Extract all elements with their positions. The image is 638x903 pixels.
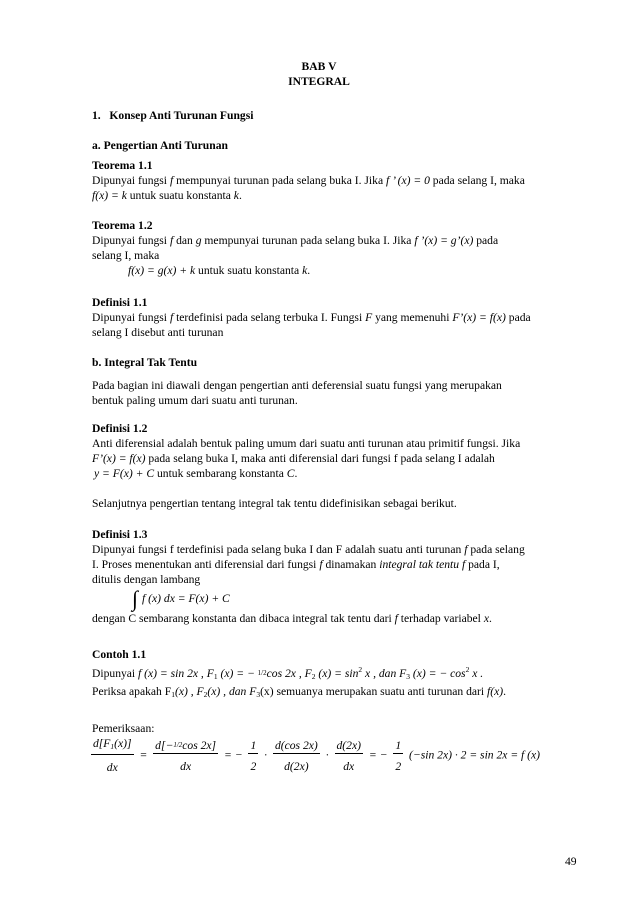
- paragraph-2: Selanjutnya pengertian tentang integral tak tentu didefinisikan sebagai berikut.: [92, 497, 457, 510]
- frac-d2x: $\frac{d(2x)}{dx}$: [336, 738, 361, 773]
- frac-half-2: $\frac{1}{2}$: [395, 738, 402, 773]
- definisi-1-1-title: Definisi 1.1: [92, 296, 148, 309]
- subsection-b-heading: b. Integral Tak Tentu: [92, 356, 198, 369]
- frac-dcos2x: $\frac{d(\cos 2x)}{d(2x)}$: [274, 738, 318, 773]
- definisi-1-3-line5: dengan C sembarang konstanta dan dibaca integral tak tentu dari f terhadap variabel x.: [92, 612, 492, 625]
- teorema-1-2-line1: Dipunyai fungsi f dan g mempunyai turunan pada selang buka I. Jika f ’(x) = g’(x) pada: [92, 234, 499, 247]
- pemeriksaan-derivation: $\frac{d[F_1(x)]}{dx}$ = $\frac{d[-1/2\cos 2x]}{dx}$ = − $\frac{1}{2}$ · $\frac{d(\cos 2x)}{d(2x)}$ · $\frac{d(2x)}{dx}$ = − $\frac{1}{2}$ (−sin 2x) · 2 = sin 2x = f (x): [93, 737, 541, 774]
- teorema-1-2-line3: f(x) = g(x) + k untuk suatu konstanta k.: [128, 264, 311, 277]
- section-heading: 1. Konsep Anti Turunan Fungsi: [92, 109, 254, 122]
- integral-formula: ∫ f (x) dx = F(x) + C: [132, 586, 230, 611]
- definisi-1-2-line3: y = F(x) + C untuk sembarang konstanta C.: [94, 467, 298, 480]
- teorema-1-2-line2: selang I, maka: [92, 249, 160, 262]
- definisi-1-2-line1: Anti diferensial adalah bentuk paling umum dari suatu anti turunan atau primitif fungsi. Jika: [92, 437, 521, 450]
- pemeriksaan-title: Pemeriksaan:: [92, 722, 155, 735]
- definisi-1-3-line3: ditulis dengan lambang: [92, 573, 201, 586]
- frac-dcos: $\frac{d[-1/2\cos 2x]}{dx}$: [155, 739, 217, 773]
- contoh-1-1-line1: Dipunyai f (x) = sin 2x , $F_1$ (x) = − 1/2cos 2x , $F_2$ $(x) = \sin^2 x$ , dan $F_3$ (x) = − $\cos^2 x$ .: [92, 665, 484, 681]
- paragraph-1-line1: Pada bagian ini diawali dengan pengertian anti deferensial suatu fungsi yang merupakan: [92, 379, 502, 392]
- definisi-1-2-title: Definisi 1.2: [92, 422, 148, 435]
- teorema-1-2-title: Teorema 1.2: [92, 219, 153, 232]
- subsection-a-heading: a. Pengertian Anti Turunan: [92, 139, 228, 152]
- paragraph-1-line2: bentuk paling umum dari suatu anti turunan.: [92, 394, 298, 407]
- frac-dF1: $\frac{d[F_1(x)]}{dx}$: [93, 737, 132, 774]
- definisi-1-1-line2: selang I disebut anti turunan: [92, 326, 224, 339]
- definisi-1-3-title: Definisi 1.3: [92, 528, 148, 541]
- definisi-1-3-line2: I. Proses menentukan anti diferensial dari fungsi f dinamakan integral tak tentu f pada I,: [92, 558, 500, 571]
- page-number: 49: [565, 855, 577, 868]
- definisi-1-3-line1: Dipunyai fungsi f terdefinisi pada selang buka I dan F adalah suatu anti turunan f pada selang: [92, 543, 525, 556]
- frac-half-1: $\frac{1}{2}$: [250, 738, 257, 773]
- teorema-1-1-line1: Dipunyai fungsi f mempunyai turunan pada selang buka I. Jika f ’ (x) = 0 pada selang I, maka: [92, 174, 525, 187]
- definisi-1-2-line2: F’(x) = f(x) pada selang buka I, maka anti diferensial dari fungsi f pada selang I adalah: [92, 452, 495, 465]
- contoh-1-1-title: Contoh 1.1: [92, 648, 147, 661]
- chapter-label: BAB V: [301, 60, 337, 73]
- contoh-1-1-line2: Periksa apakah $F_1(x)$ , $F_2(x)$ , dan $F_3(x)$ semuanya merupakan suatu anti turunan dari f(x).: [92, 685, 507, 699]
- definisi-1-1-line1: Dipunyai fungsi f terdefinisi pada selang terbuka I. Fungsi F yang memenuhi F’(x) = f(x) pada: [92, 311, 531, 324]
- teorema-1-1-line2: f(x) = k untuk suatu konstanta k.: [92, 189, 242, 202]
- teorema-1-1-title: Teorema 1.1: [92, 159, 153, 172]
- chapter-title: INTEGRAL: [288, 75, 350, 88]
